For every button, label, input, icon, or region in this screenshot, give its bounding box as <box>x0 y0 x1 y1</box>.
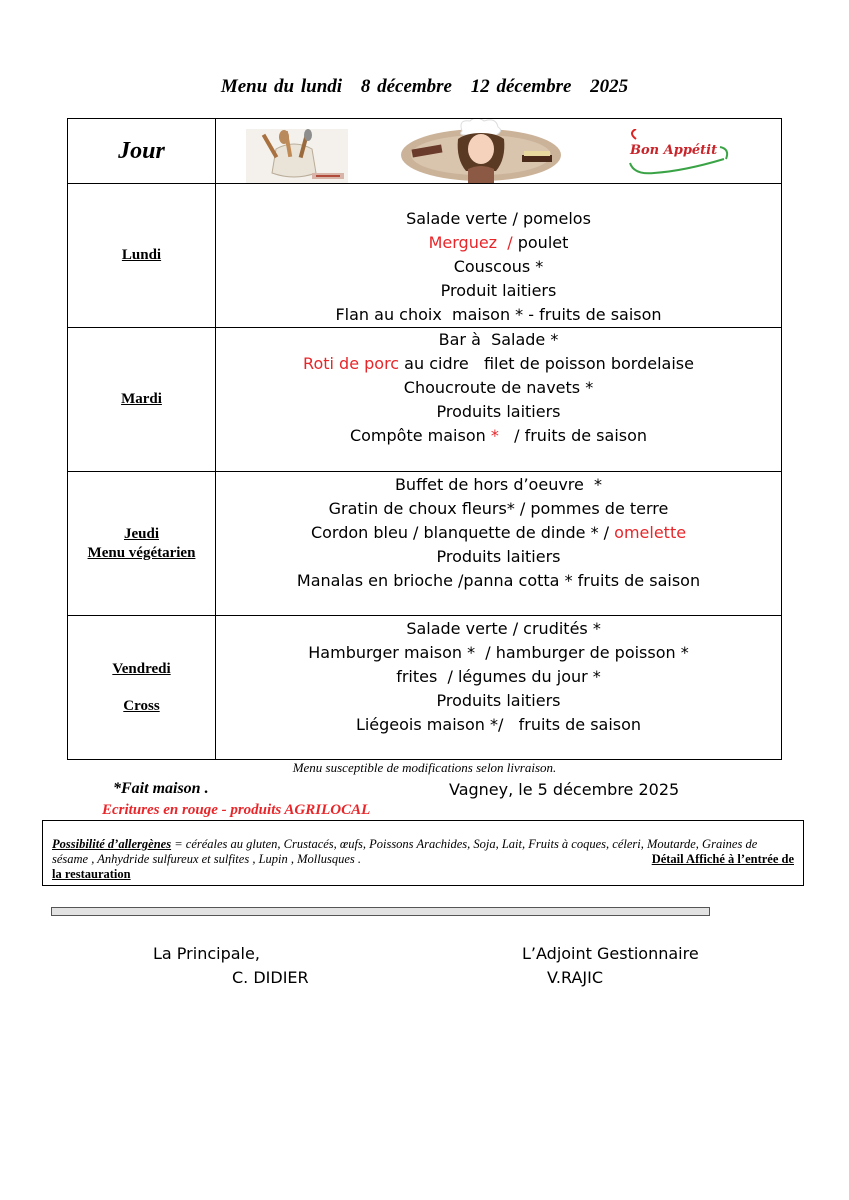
menu-title <box>0 76 849 98</box>
day-label: Vendredi Cross <box>68 616 216 760</box>
signature-left-title: La Principale, <box>153 944 260 963</box>
allergen-detail: Détail Affiché à l’entrée de <box>651 852 794 866</box>
menu-item-text: Produit laitiers <box>440 281 557 300</box>
day-label: Jeudi Menu végétarien <box>68 472 216 616</box>
menu-item <box>216 400 781 424</box>
menu-item <box>216 617 781 641</box>
signature-right-title: L’Adjoint Gestionnaire <box>522 944 699 963</box>
day-row-jeudi <box>68 472 782 616</box>
menu-item <box>216 545 781 569</box>
header-row <box>68 119 782 184</box>
separator-bar <box>51 907 710 916</box>
menu-item-text: Roti de porc <box>303 354 400 373</box>
menu-item <box>216 473 781 497</box>
menu-item-text: Bar à Salade * <box>438 330 559 349</box>
menu-item-text: Compôte maison <box>349 426 491 445</box>
allergen-detail-2: la restauration <box>52 867 131 881</box>
menu-item-text: * <box>490 426 499 445</box>
items-container <box>216 472 781 593</box>
menu-item-text: Merguez / <box>428 233 518 252</box>
signature-right-name: V.RAJIC <box>547 968 603 987</box>
day-items <box>216 616 782 760</box>
menu-item-text: Cordon bleu / blanquette de dinde * / <box>310 523 615 542</box>
menu-item-text: Produits laitiers <box>436 547 561 566</box>
menu-item <box>216 279 781 303</box>
day-label: Lundi <box>68 184 216 328</box>
menu-item-text: Produits laitiers <box>436 402 561 421</box>
menu-item <box>216 521 781 545</box>
header-images <box>216 119 782 184</box>
place-date: Vagney, le 5 décembre 2025 <box>449 780 680 799</box>
day-row-lundi <box>68 184 782 328</box>
menu-item <box>216 641 781 665</box>
menu-item <box>216 713 781 737</box>
menu-item <box>216 497 781 521</box>
menu-item-text: Manalas en brioche /panna cotta * fruits de saison <box>296 571 701 590</box>
menu-item <box>216 424 781 448</box>
modifications-note: Menu susceptible de modifications selon livraison. <box>292 760 557 775</box>
menu-item-text: Couscous * <box>453 257 544 276</box>
menu-item <box>216 255 781 279</box>
day-items <box>216 328 782 472</box>
menu-item-text: Hamburger maison * / hamburger de poisson * <box>308 643 689 662</box>
title-prefix: Menu du lundi <box>220 76 343 97</box>
items-container <box>216 328 781 448</box>
agrilocal-note: Ecritures en rouge - produits AGRILOCAL <box>102 802 371 818</box>
chef-illustration <box>396 119 566 183</box>
menu-item <box>216 303 781 327</box>
menu-item-text: Flan au choix maison * - fruits de saison <box>335 305 662 324</box>
menu-item-text: Salade verte / pomelos <box>406 209 591 228</box>
signature-left-name: C. DIDIER <box>232 968 309 987</box>
utensils-illustration <box>246 129 348 183</box>
menu-item <box>216 352 781 376</box>
menu-item-text: / fruits de saison <box>498 426 648 445</box>
menu-item <box>216 328 781 352</box>
menu-item <box>216 665 781 689</box>
title-year: 2025 <box>590 76 629 97</box>
items-container <box>216 616 781 737</box>
menu-item-text: Liégeois maison */ fruits de saison <box>355 715 642 734</box>
day-label: Mardi <box>68 328 216 472</box>
menu-item-text: Produits laitiers <box>436 691 561 710</box>
menu-item <box>216 569 781 593</box>
allergen-heading: Possibilité d’allergènes <box>52 837 172 851</box>
fait-maison-note: *Fait maison . <box>113 780 209 797</box>
menu-item-text: Buffet de hors d’oeuvre * <box>394 475 603 494</box>
bon-appetit-text: Bon Appétit <box>630 143 718 158</box>
menu-item <box>216 689 781 713</box>
menu-item-text: Salade verte / crudités * <box>396 619 601 638</box>
title-date-start: 8 décembre <box>360 76 452 97</box>
menu-item-text: omelette <box>614 523 687 542</box>
day-items <box>216 184 782 328</box>
day-items <box>216 472 782 616</box>
title-date-end: 12 décembre <box>470 76 572 97</box>
bon-appetit-logo <box>624 129 734 177</box>
menu-item <box>216 207 781 231</box>
items-container <box>216 184 781 327</box>
menu-item-text: au cidre filet de poisson bordelaise <box>399 354 694 373</box>
day-row-vendredi <box>68 616 782 760</box>
allergen-box <box>42 820 804 886</box>
menu-item-text: frites / légumes du jour * <box>396 667 601 686</box>
menu-item <box>216 376 781 400</box>
day-row-mardi <box>68 328 782 472</box>
menu-item <box>216 231 781 255</box>
allergen-list: = céréales au gluten, Crustacés, œufs, Poissons Arachides, Soja, Lait, Fruits à coques, céleri, Moutarde, Graines de sésame , Anhydride sulfureux et sulfites , Lupin , Mollusques . <box>52 837 758 866</box>
menu-item-text: Gratin de choux fleurs* / pommes de terre <box>328 499 669 518</box>
menu-table <box>67 118 782 760</box>
jour-header: Jour <box>68 119 216 184</box>
menu-item-text: Choucroute de navets * <box>403 378 594 397</box>
menu-item-text: poulet <box>517 233 569 252</box>
